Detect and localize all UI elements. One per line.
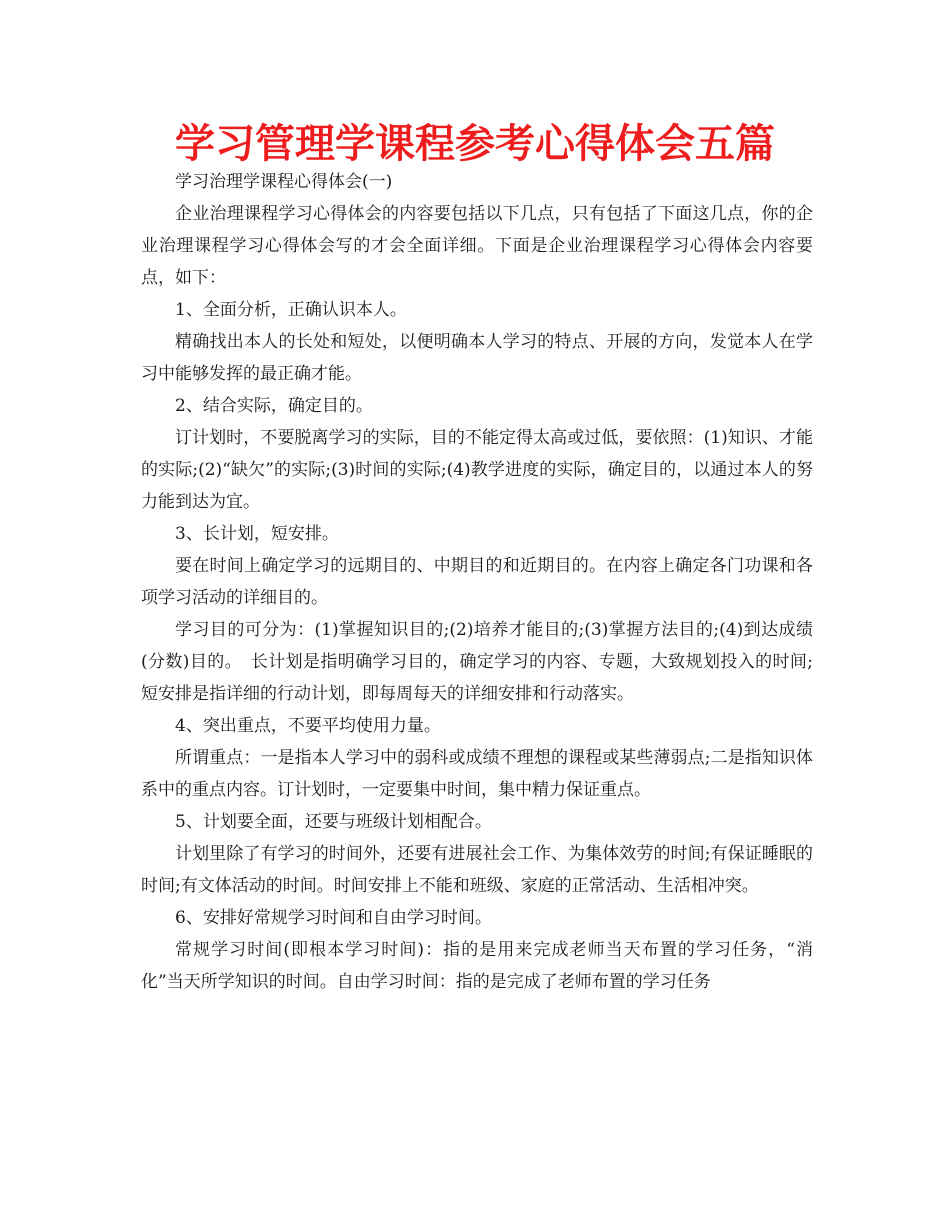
paragraph-8: 要在时间上确定学习的远期目的、中期目的和近期目的。在内容上确定各门功课和各项学习活动的详细目的。: [141, 556, 813, 608]
paragraph-11: 所谓重点：一是指本人学习中的弱科或成绩不理想的课程或某些薄弱点;二是指知识体系中的重点内容。订计划时，一定要集中时间，集中精力保证重点。: [141, 748, 813, 800]
paragraph-2: 企业治理课程学习心得体会的内容要包括以下几点，只有包括了下面这几点，你的企业治理课程学习心得体会写的才会全面详细。下面是企业治理课程学习心得体会内容要点，如下：: [141, 204, 813, 288]
page-title: 学习管理学课程参考心得体会五篇: [175, 121, 775, 167]
paragraph-5: 2、结合实际，确定目的。: [175, 396, 373, 416]
paragraph-12: 5、计划要全面，还要与班级计划相配合。: [175, 812, 492, 832]
paragraph-1: 学习治理学课程心得体会(一): [175, 172, 393, 192]
paragraph-4: 精确找出本人的长处和短处，以便明确本人学习的特点、开展的方向，发觉本人在学习中能够发挥的最正确才能。: [141, 332, 813, 384]
paragraph-13: 计划里除了有学习的时间外，还要有进展社会工作、为集体效劳的时间;有保证睡眠的时间;有文体活动的时间。时间安排上不能和班级、家庭的正常活动、生活相冲突。: [141, 844, 813, 896]
paragraph-14: 6、安排好常规学习时间和自由学习时间。: [175, 908, 492, 928]
paragraph-6: 订计划时，不要脱离学习的实际，目的不能定得太高或过低，要依照：(1)知识、才能的实际;(2)“缺欠”的实际;(3)时间的实际;(4)教学进度的实际，确定目的，以通过本人的努力能到达为宜。: [141, 428, 813, 512]
document-body: [141, 166, 813, 998]
paragraph-9: 学习目的可分为：(1)掌握知识目的;(2)培养才能目的;(3)掌握方法目的;(4)到达成绩(分数)目的。 长计划是指明确学习目的，确定学习的内容、专题，大致规划投入的时间;短安排是指详细的行动计划，即每周每天的详细安排和行动落实。: [141, 620, 813, 704]
paragraph-10: 4、突出重点，不要平均使用力量。: [175, 716, 441, 736]
paragraph-7: 3、长计划，短安排。: [175, 524, 339, 544]
paragraph-3: 1、全面分析，正确认识本人。: [175, 300, 407, 320]
paragraph-15: 常规学习时间(即根本学习时间)：指的是用来完成老师当天布置的学习任务，“消化”当天所学知识的时间。自由学习时间：指的是完成了老师布置的学习任务: [141, 940, 813, 992]
